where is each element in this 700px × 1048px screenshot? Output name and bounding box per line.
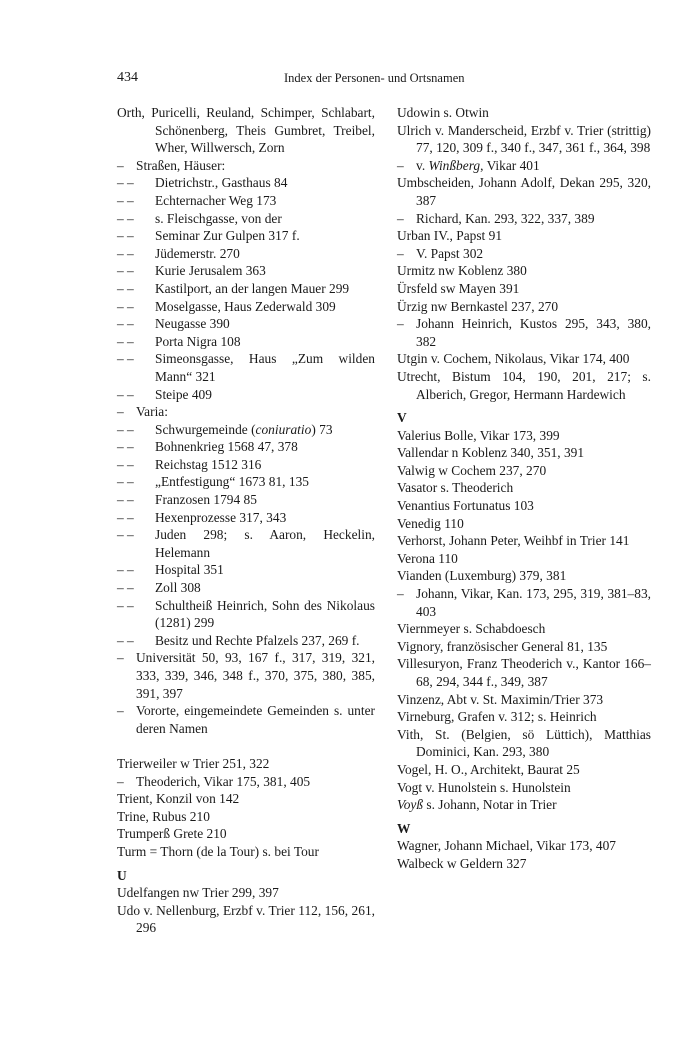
index-entry	[397, 497, 651, 515]
entry-text: Dietrichstr., Gasthaus 84	[155, 175, 288, 191]
index-entry	[397, 585, 651, 620]
entry-text: Vinzenz, Abt v. St. Maximin/Trier 373	[397, 691, 604, 707]
dash-marker: –	[117, 650, 124, 666]
entry-text: Utrecht, Bistum 104, 190, 201, 217; s. Alberich, Gregor, Hermann Hardewich	[397, 368, 651, 402]
entry-text: Udo v. Nellenburg, Erzbf v. Trier 112, 156, 261, 296	[117, 902, 375, 936]
entry-text: Trient, Konzil von 142	[117, 791, 240, 807]
entry-text: Zoll 308	[155, 580, 201, 596]
entry-text: Schwurgemeinde (coniuratio) 73	[155, 421, 333, 437]
index-entry	[117, 157, 375, 175]
dash-marker: – –	[117, 597, 134, 613]
index-entry	[117, 649, 375, 702]
index-entry	[117, 298, 375, 316]
entry-text: Moselgasse, Haus Zederwald 309	[155, 298, 336, 314]
index-entry	[117, 632, 375, 650]
entry-text: Ulrich v. Manderscheid, Erzbf v. Trier (strittig) 77, 120, 309 f., 340 f., 347, 361 f., 364, 398	[397, 122, 651, 156]
index-entry	[117, 808, 375, 826]
dash-marker: – –	[117, 386, 134, 402]
entry-text: Villesuryon, Franz Theoderich v., Kantor 166–68, 294, 344 f., 349, 387	[397, 656, 651, 689]
entry-text: v. Winßberg, Vikar 401	[416, 157, 540, 173]
entry-text: Udelfangen nw Trier 299, 397	[117, 885, 279, 901]
entry-text: Trierweiler w Trier 251, 322	[117, 755, 270, 771]
entry-text: Wagner, Johann Michael, Vikar 173, 407	[397, 838, 616, 854]
index-entry	[117, 245, 375, 263]
dash-marker: – –	[117, 228, 134, 244]
entry-text: Kurie Jerusalem 363	[155, 263, 266, 279]
index-entry	[397, 104, 651, 122]
dash-marker: – –	[117, 421, 134, 437]
dash-marker: –	[117, 404, 124, 420]
entry-text: Varia:	[136, 404, 168, 420]
entry-text: Juden 298; s. Aaron, Heckelin, Helemann	[155, 527, 375, 560]
index-entry	[117, 315, 375, 333]
index-column-right	[397, 104, 651, 873]
dash-marker: – –	[117, 263, 134, 279]
entry-text: Vororte, eingemeindete Gemeinden s. unter deren Namen	[136, 703, 375, 736]
index-entry	[117, 526, 375, 561]
entry-text: Umbscheiden, Johann Adolf, Dekan 295, 320, 387	[397, 175, 651, 208]
dash-marker: –	[397, 157, 404, 173]
index-entry	[397, 479, 651, 497]
index-entry	[117, 421, 375, 439]
entry-text: Vignory, französischer General 81, 135	[397, 638, 608, 654]
index-entry	[117, 473, 375, 491]
entry-text: Vallendar n Koblenz 340, 351, 391	[397, 445, 585, 461]
page-number: 434	[117, 70, 138, 85]
index-entry	[117, 456, 375, 474]
index-entry	[117, 825, 375, 843]
index-entry	[117, 702, 375, 737]
index-entry	[397, 315, 651, 350]
index-entry	[397, 444, 651, 462]
entry-text: Johann, Vikar, Kan. 173, 295, 319, 381–83, 403	[416, 586, 651, 619]
dash-marker: – –	[117, 492, 134, 508]
index-entry	[117, 790, 375, 808]
index-entry	[397, 174, 651, 209]
index-entry	[397, 691, 651, 709]
index-entry	[397, 726, 651, 761]
dash-marker: – –	[117, 527, 134, 543]
section-letter: U	[117, 867, 127, 883]
index-entry	[117, 773, 375, 791]
index-entry	[117, 491, 375, 509]
entry-text: Franzosen 1794 85	[155, 492, 257, 508]
dash-marker: –	[397, 316, 404, 332]
index-entry	[397, 515, 651, 533]
index-entry	[397, 837, 651, 855]
index-entry	[397, 262, 651, 280]
section-letter: V	[397, 410, 407, 426]
dash-marker: – –	[117, 175, 134, 191]
dash-marker: – –	[117, 474, 134, 490]
index-entry	[397, 855, 651, 873]
entry-text: Valerius Bolle, Vikar 173, 399	[397, 427, 560, 443]
entry-text: Seminar Zur Gulpen 317 f.	[155, 228, 300, 244]
entry-text: Utgin v. Cochem, Nikolaus, Vikar 174, 400	[397, 351, 630, 367]
index-entry	[117, 579, 375, 597]
dash-marker: – –	[117, 192, 134, 208]
index-entry	[117, 280, 375, 298]
entry-text: s. Fleischgasse, von der	[155, 210, 282, 226]
dash-marker: –	[397, 210, 404, 226]
entry-text: Turm = Thorn (de la Tour) s. bei Tour	[117, 843, 319, 859]
index-entry	[397, 227, 651, 245]
dash-marker: –	[117, 773, 124, 789]
entry-text: Reichstag 1512 316	[155, 456, 262, 472]
dash-marker: –	[397, 586, 404, 602]
entry-text: Ürsfeld sw Mayen 391	[397, 280, 520, 296]
index-entry	[397, 532, 651, 550]
dash-marker: – –	[117, 245, 134, 261]
index-entry	[397, 245, 651, 263]
entry-text: Urban IV., Papst 91	[397, 228, 503, 244]
entry-text: Verhorst, Johann Peter, Weihbf in Trier 141	[397, 533, 630, 549]
entry-text: Viernmeyer s. Schabdoesch	[397, 621, 546, 637]
dash-marker: – –	[117, 456, 134, 472]
index-entry	[117, 174, 375, 192]
index-entry	[397, 655, 651, 690]
dash-marker: – –	[117, 333, 134, 349]
entry-text: Vogt v. Hunolstein s. Hunolstein	[397, 779, 571, 795]
entry-text: Richard, Kan. 293, 322, 337, 389	[416, 210, 595, 226]
index-entry	[397, 567, 651, 585]
entry-text: Vianden (Luxemburg) 379, 381	[397, 568, 567, 584]
index-entry	[397, 550, 651, 568]
index-entry	[117, 210, 375, 228]
entry-text: Verona 110	[397, 550, 458, 566]
dash-marker: – –	[117, 210, 134, 226]
index-entry	[397, 638, 651, 656]
entry-text: Universität 50, 93, 167 f., 317, 319, 321, 333, 339, 346, 348 f., 370, 375, 380, 385, 391, 397	[136, 650, 375, 701]
entry-text: Jüdemerstr. 270	[155, 245, 240, 261]
index-entry	[117, 403, 375, 421]
entry-text: Ürzig nw Bernkastel 237, 270	[397, 298, 559, 314]
entry-text: Simeonsgasse, Haus „Zum wilden Mann“ 321	[155, 351, 375, 384]
dash-marker: – –	[117, 439, 134, 455]
entry-text: V. Papst 302	[416, 245, 484, 261]
dash-marker: – –	[117, 509, 134, 525]
entry-text: Steipe 409	[155, 386, 212, 402]
index-entry	[117, 597, 375, 632]
index-entry	[397, 210, 651, 228]
index-entry	[117, 438, 375, 456]
index-entry	[117, 104, 375, 157]
index-entry	[397, 796, 651, 814]
entry-text: Venantius Fortunatus 103	[397, 498, 534, 514]
entry-text: Vith, St. (Belgien, sö Lüttich), Matthias Dominici, Kan. 293, 380	[397, 726, 651, 760]
index-entry	[397, 779, 651, 797]
dash-marker: –	[397, 245, 404, 261]
entry-text: Kastilport, an der langen Mauer 299	[155, 280, 350, 296]
entry-text: Vogel, H. O., Architekt, Baurat 25	[397, 761, 580, 777]
entry-text: Udowin s. Otwin	[397, 105, 489, 120]
index-entry	[117, 902, 375, 937]
index-entry	[397, 368, 651, 403]
index-entry	[397, 298, 651, 316]
dash-marker: – –	[117, 316, 134, 332]
dash-marker: – –	[117, 562, 134, 578]
entry-text: Trine, Rubus 210	[117, 808, 210, 824]
index-entry	[397, 620, 651, 638]
entry-text: Besitz und Rechte Pfalzels 237, 269 f.	[155, 632, 360, 648]
dash-marker: –	[117, 157, 124, 173]
section-letter: W	[397, 820, 411, 836]
entry-text: Bohnenkrieg 1568 47, 378	[155, 439, 298, 455]
entry-text: „Entfestigung“ 1673 81, 135	[155, 474, 309, 490]
index-entry	[397, 280, 651, 298]
index-entry	[117, 350, 375, 385]
index-column-left	[117, 104, 375, 937]
index-entry	[397, 761, 651, 779]
entry-text: Voyß s. Johann, Notar in Trier	[397, 797, 557, 813]
entry-text: Walbeck w Geldern 327	[397, 855, 527, 871]
entry-text: Echternacher Weg 173	[155, 192, 277, 208]
index-entry	[117, 755, 375, 773]
index-entry	[117, 509, 375, 527]
index-entry	[117, 192, 375, 210]
spacer	[117, 737, 375, 755]
dash-marker: – –	[117, 280, 134, 296]
index-entry	[117, 386, 375, 404]
index-entry	[397, 157, 651, 175]
entry-text: Hospital 351	[155, 562, 224, 578]
entry-text: Virneburg, Grafen v. 312; s. Heinrich	[397, 709, 597, 725]
entry-text: Schultheiß Heinrich, Sohn des Nikolaus (1281) 299	[155, 597, 375, 631]
index-entry	[397, 427, 651, 445]
entry-text: Hexenprozesse 317, 343	[155, 509, 287, 525]
entry-text: Venedig 110	[397, 515, 464, 531]
dash-marker: – –	[117, 632, 134, 648]
entry-text: Johann Heinrich, Kustos 295, 343, 380, 382	[416, 316, 651, 349]
dash-marker: – –	[117, 351, 134, 367]
entry-text: Vasator s. Theoderich	[397, 480, 514, 496]
dash-marker: – –	[117, 580, 134, 596]
running-head: Index der Personen- und Ortsnamen	[284, 71, 465, 85]
entry-text: Straßen, Häuser:	[136, 157, 226, 173]
entry-text: Valwig w Cochem 237, 270	[397, 462, 547, 478]
dash-marker: – –	[117, 298, 134, 314]
entry-text: Urmitz nw Koblenz 380	[397, 263, 527, 279]
index-entry	[397, 350, 651, 368]
index-entry	[117, 227, 375, 245]
index-entry	[117, 262, 375, 280]
entry-text: Porta Nigra 108	[155, 333, 241, 349]
entry-text: Orth, Puricelli, Reuland, Schimper, Schlabart, Schönenberg, Theis Gumbret, Treibel, Wher, Willwersch, Zorn	[117, 105, 375, 156]
entry-text: Theoderich, Vikar 175, 381, 405	[136, 773, 311, 789]
index-entry	[397, 122, 651, 157]
index-entry	[397, 462, 651, 480]
dash-marker: –	[117, 703, 124, 719]
entry-text: Neugasse 390	[155, 316, 230, 332]
entry-text: Trumperß Grete 210	[117, 826, 227, 842]
index-entry	[397, 708, 651, 726]
index-entry	[117, 561, 375, 579]
index-entry	[117, 843, 375, 861]
index-entry	[117, 333, 375, 351]
index-entry	[117, 884, 375, 902]
